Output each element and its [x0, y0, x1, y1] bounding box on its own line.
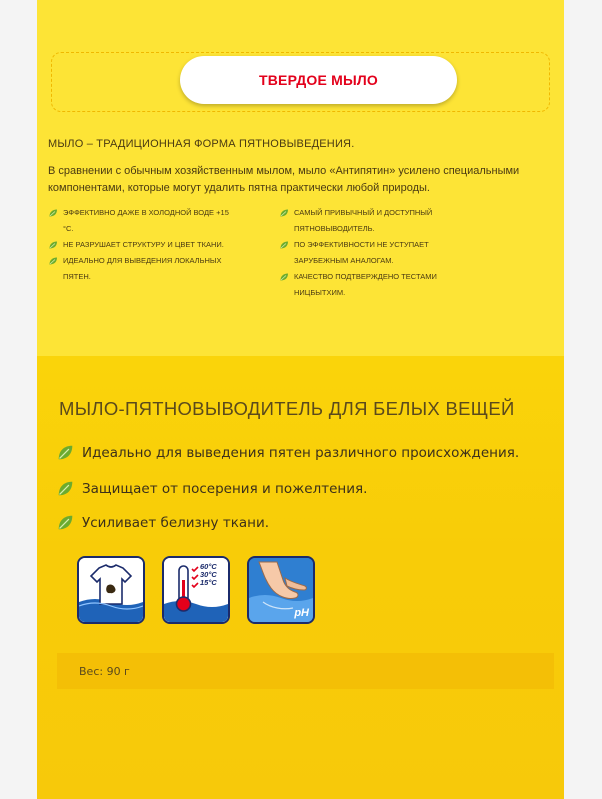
badge-label: ТВЕРДОЕ МЫЛО	[258, 72, 379, 88]
leaf-icon	[57, 480, 74, 497]
feature-item	[279, 269, 479, 301]
feature-line: НИЦБЫТХИМ.	[294, 288, 346, 297]
description-line-1: В сравнении с обычным хозяйственным мылом, мыло «Антипятин» усилено специальными	[48, 165, 520, 177]
leaf-icon	[48, 208, 58, 218]
benefit-item	[57, 514, 269, 531]
feature-line: ПЯТНОВЫВОДИТЕЛЬ.	[294, 224, 375, 233]
benefit-item	[57, 480, 367, 497]
feature-line: ЗАРУБЕЖНЫМ АНАЛОГАМ.	[294, 256, 394, 265]
hands-ph-icon	[247, 556, 315, 624]
features-left-list	[48, 205, 248, 285]
feature-line: КАЧЕСТВО ПОДТВЕРЖДЕНО ТЕСТАМИ	[294, 272, 437, 281]
product-panel	[37, 0, 564, 799]
product-title: МЫЛО-ПЯТНОВЫВОДИТЕЛЬ ДЛЯ БЕЛЫХ ВЕЩЕЙ	[59, 398, 515, 419]
temp-label: 60°C	[200, 562, 217, 571]
intro-description	[48, 163, 563, 197]
temp-label: 15°C	[200, 578, 217, 587]
feature-item	[48, 237, 248, 253]
weight-bar	[57, 653, 554, 689]
feature-item	[279, 205, 479, 237]
feature-line: ПО ЭФФЕКТИВНОСТИ НЕ УСТУПАЕТ	[294, 240, 429, 249]
stain-remover-section	[37, 356, 564, 799]
weight-label: Вес: 90 г	[79, 664, 130, 678]
leaf-icon	[279, 272, 289, 282]
hard-soap-badge	[180, 56, 457, 104]
temp-label: 30°C	[200, 570, 217, 579]
leaf-icon	[48, 240, 58, 250]
care-icons	[77, 556, 315, 624]
benefit-text: Защищает от посерения и пожелтения.	[82, 480, 368, 497]
benefit-text: Усиливает белизну ткани.	[82, 514, 270, 531]
feature-line: ПЯТЕН.	[63, 272, 91, 281]
feature-line: ЭФФЕКТИВНО ДАЖЕ В ХОЛОДНОЙ ВОДЕ +15	[63, 208, 229, 217]
feature-item	[48, 253, 248, 285]
benefit-text: Идеально для выведения пятен различного происхождения.	[82, 444, 520, 461]
leaf-icon	[279, 208, 289, 218]
leaf-icon	[279, 240, 289, 250]
leaf-icon	[57, 444, 74, 461]
feature-item	[48, 205, 248, 237]
ph-label: pH	[294, 607, 309, 619]
benefit-item	[57, 444, 519, 461]
feature-line: НЕ РАЗРУШАЕТ СТРУКТУРУ И ЦВЕТ ТКАНИ.	[63, 240, 224, 249]
leaf-icon	[57, 514, 74, 531]
description-line-2: компонентами, которые могут удалить пятна практически любой природы.	[48, 182, 430, 194]
features-right-list	[279, 205, 479, 301]
feature-line: САМЫЙ ПРИВЫЧНЫЙ И ДОСТУПНЫЙ	[294, 208, 433, 217]
hard-soap-section	[37, 0, 564, 356]
feature-item	[279, 237, 479, 269]
leaf-icon	[48, 256, 58, 266]
feature-line: °С.	[63, 224, 74, 233]
intro-lead: МЫЛО – ТРАДИЦИОННАЯ ФОРМА ПЯТНОВЫВЕДЕНИЯ.	[48, 138, 355, 150]
thermometer-icon	[162, 556, 230, 624]
shirt-stain-icon	[77, 556, 145, 624]
feature-line: ИДЕАЛЬНО ДЛЯ ВЫВЕДЕНИЯ ЛОКАЛЬНЫХ	[63, 256, 222, 265]
